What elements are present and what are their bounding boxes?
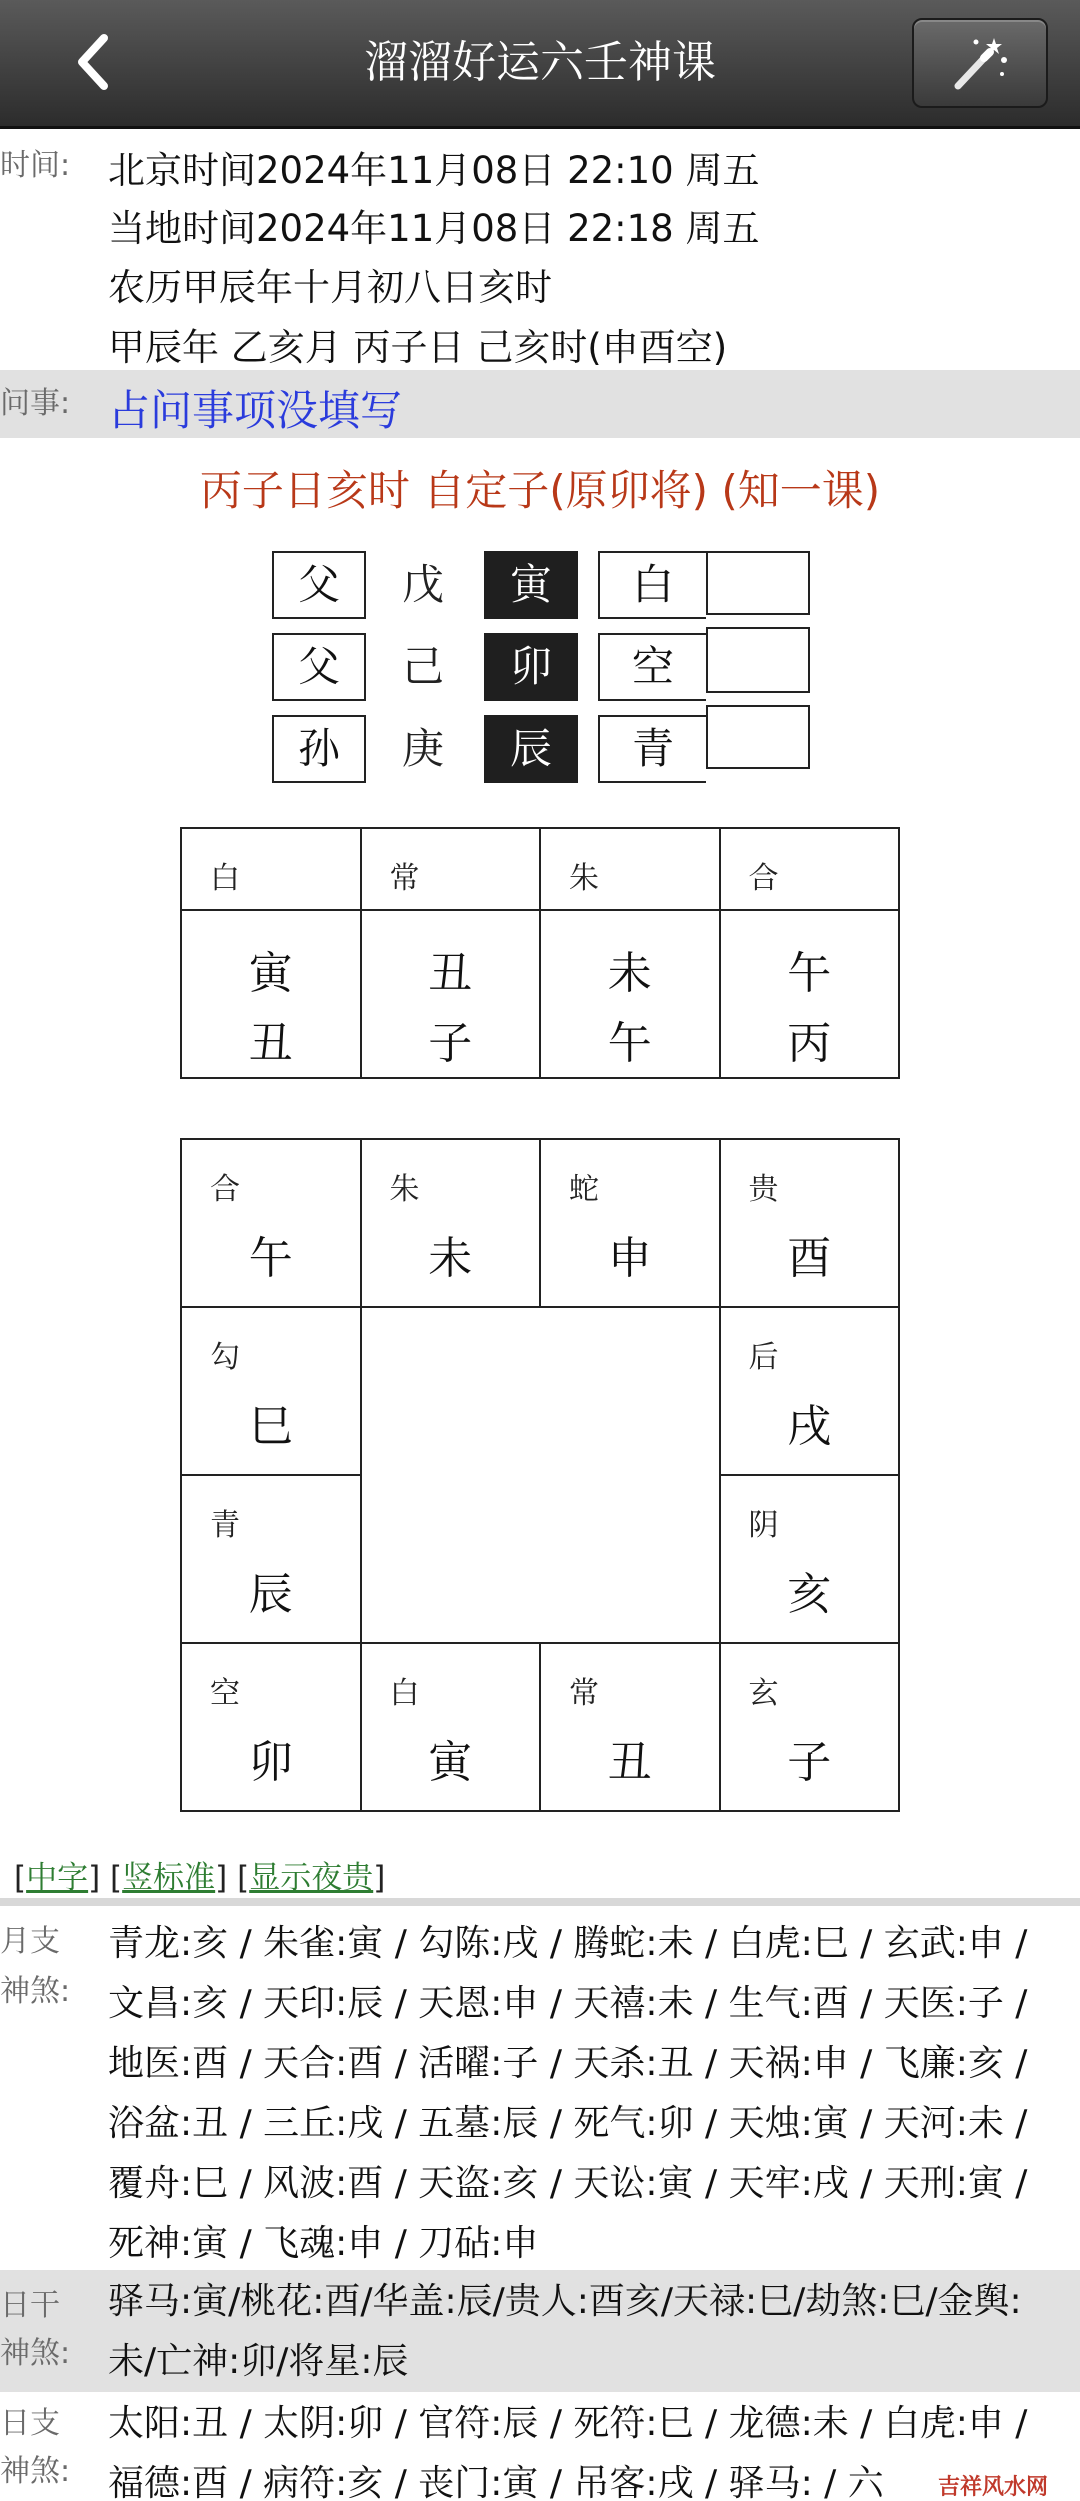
sike-spirit: 白 xyxy=(210,861,240,896)
daystem-shensha-text: 驿马:寅/桃花:酉/华盖:辰/贵人:酉亥/天禄:巳/劫煞:巳/金舆:未/亡神:卯/将星:辰 xyxy=(108,2281,1022,2382)
tianpan-general: 玄 xyxy=(748,1676,779,1711)
sike-branch-cell xyxy=(181,910,361,1078)
tianpan-cell xyxy=(720,1139,900,1307)
sanchuan-spirit: 白 xyxy=(598,551,706,619)
sanchuan-relation: 孙 xyxy=(272,715,366,783)
beijing-time: 北京时间2024年11月08日 22:10 周五 xyxy=(108,149,760,192)
tianpan-general: 后 xyxy=(748,1340,779,1375)
sanchuan-branch: 卯 xyxy=(484,633,578,701)
tianpan-branch: 巳 xyxy=(248,1401,293,1452)
tianpan-cell xyxy=(181,1643,361,1811)
back-button[interactable] xyxy=(62,26,132,98)
sanchuan-stem: 己 xyxy=(401,642,444,691)
watermark: 吉祥风水网 xyxy=(938,2475,1049,2500)
tianpan-cell xyxy=(361,1139,541,1307)
tianpan-branch: 酉 xyxy=(787,1233,832,1284)
sanchuan-spirit: 空 xyxy=(598,633,706,701)
sike-bottom-branch: 午 xyxy=(607,1018,652,1069)
tianpan-general: 青 xyxy=(210,1508,240,1543)
tianpan-branch: 戌 xyxy=(787,1401,832,1452)
sanchuan-branch: 寅 xyxy=(484,551,578,619)
sanchuan-branch: 辰 xyxy=(484,715,578,783)
sike-spirit-cell xyxy=(540,828,720,910)
lunar-date: 农历甲辰年十月初八日亥时 xyxy=(108,266,552,309)
tianpan-branch: 子 xyxy=(787,1737,832,1788)
sike-branch-cell xyxy=(720,910,900,1078)
tianpan-general: 空 xyxy=(210,1676,240,1711)
tianpan-cell xyxy=(540,1139,720,1307)
sanchuan-stem: 庚 xyxy=(401,724,444,773)
month-shensha-label-1: 月支 xyxy=(0,1924,60,1959)
tianpan-cell xyxy=(181,1307,361,1475)
time-label: 时间: xyxy=(0,148,71,183)
sanchuan-blank-box xyxy=(706,705,810,769)
tianpan-general: 贵 xyxy=(748,1172,779,1207)
tianpan-branch: 辰 xyxy=(248,1569,293,1620)
local-time: 当地时间2024年11月08日 22:18 周五 xyxy=(108,207,760,250)
back-chevron-icon xyxy=(62,26,132,98)
sike-top-branch: 丑 xyxy=(428,948,473,999)
tianpan-branch: 丑 xyxy=(607,1737,652,1788)
question-label: 问事: xyxy=(0,386,71,421)
month-shensha-text: 青龙:亥 / 朱雀:寅 / 勾陈:戌 / 腾蛇:未 / 白虎:巳 / 玄武:申 / 文昌:亥 / 天印:辰 / 天恩:申 / 天禧:未 / 生气:酉 / 天医:子 / 地医:酉 / 天合:酉 / 活曜:子 / 天杀:丑 / 天祸:申 / 飞廉:亥 / 浴盆:丑 / 三丘:戌 / 五墓:辰 / 死气:卯 / 天烛:寅 / 天河:未 / 覆舟:巳 / 风波:酉 / 天盗:亥 / 天讼:寅 / 天牢:戌 / 天刑:寅 / 死神:寅 / 飞魂:申 / 刀砧:申 xyxy=(108,1923,1028,2264)
daybranch-shensha-label-2: 神煞: xyxy=(0,2454,71,2489)
link-chinese-font[interactable]: 中字 xyxy=(26,1860,89,1896)
tianpan-branch: 未 xyxy=(428,1233,473,1284)
tianpan-cell xyxy=(540,1643,720,1811)
sike-branch-cell xyxy=(540,910,720,1078)
tianpan-branch: 卯 xyxy=(248,1737,293,1788)
tianpan-grid xyxy=(180,1138,900,1812)
tianpan-branch: 寅 xyxy=(428,1737,473,1788)
tianpan-cell xyxy=(361,1643,541,1811)
tianpan-branch: 亥 xyxy=(787,1569,832,1620)
sanchuan-relation: 父 xyxy=(272,633,366,701)
daystem-shensha-label-1: 日干 xyxy=(0,2288,60,2323)
sike-spirit-cell xyxy=(181,828,361,910)
sanchuan-blank-box xyxy=(706,627,810,693)
sike-top-branch: 午 xyxy=(787,948,832,999)
app-header xyxy=(0,0,1080,129)
display-options: [中字] [竖标准] [显示夜贵] xyxy=(14,1860,386,1896)
question-text[interactable]: 占问事项没填写 xyxy=(108,386,403,435)
sanchuan-relation: 父 xyxy=(272,551,366,619)
sike-spirit-cell xyxy=(361,828,541,910)
sike-top-branch: 未 xyxy=(607,948,652,999)
tianpan-general: 勾 xyxy=(210,1340,240,1375)
tianpan-center xyxy=(361,1307,720,1643)
tianpan-general: 合 xyxy=(210,1172,240,1207)
sanchuan-stem: 戊 xyxy=(401,560,444,609)
magic-wand-icon xyxy=(952,34,1008,92)
sanchuan-blank-box xyxy=(706,551,810,615)
daybranch-shensha-label-1: 日支 xyxy=(0,2406,60,2441)
sike-spirit: 常 xyxy=(389,861,420,896)
tianpan-cell xyxy=(181,1475,361,1643)
ganzhi-date: 甲辰年 乙亥月 丙子日 己亥时(申酉空) xyxy=(108,326,728,369)
sike-branch-cell xyxy=(361,910,541,1078)
link-vertical-standard[interactable]: 竖标准 xyxy=(122,1860,216,1896)
daystem-shensha-label-2: 神煞: xyxy=(0,2336,71,2371)
sike-table xyxy=(180,827,900,1079)
sike-bottom-branch: 子 xyxy=(428,1018,473,1069)
tianpan-general: 蛇 xyxy=(569,1172,599,1207)
magic-wand-button[interactable] xyxy=(912,18,1048,108)
lesson-heading: 丙子日亥时 自定子(原卯将) (知一课) xyxy=(199,466,881,515)
tianpan-branch: 午 xyxy=(248,1233,293,1284)
sike-bottom-branch: 丑 xyxy=(248,1018,293,1069)
tianpan-branch: 申 xyxy=(607,1233,652,1284)
section-divider xyxy=(0,1898,1080,1906)
sike-top-branch: 寅 xyxy=(248,948,293,999)
tianpan-general: 阴 xyxy=(748,1508,779,1543)
daybranch-shensha-text: 太阳:丑 / 太阴:卯 / 官符:辰 / 死符:巳 / 龙德:未 / 白虎:申 / 福德:酉 / 病符:亥 / 丧门:寅 / 吊客:戌 / 驿马: / 六 xyxy=(108,2403,1028,2501)
tianpan-cell xyxy=(181,1139,361,1307)
link-show-night-noble[interactable]: 显示夜贵 xyxy=(249,1860,374,1896)
tianpan-general: 常 xyxy=(569,1676,599,1711)
month-shensha-label-2: 神煞: xyxy=(0,1974,71,2009)
tianpan-general: 朱 xyxy=(389,1172,420,1207)
tianpan-general: 白 xyxy=(389,1676,420,1711)
tianpan-cell xyxy=(720,1307,900,1475)
sike-spirit: 合 xyxy=(748,861,779,896)
page-title: 溜溜好运六壬神课 xyxy=(364,37,716,88)
tianpan-cell xyxy=(720,1643,900,1811)
sike-spirit: 朱 xyxy=(569,861,599,896)
sanchuan-spirit: 青 xyxy=(598,715,706,783)
sike-bottom-branch: 丙 xyxy=(787,1018,832,1069)
sike-spirit-cell xyxy=(720,828,900,910)
tianpan-cell xyxy=(720,1475,900,1643)
